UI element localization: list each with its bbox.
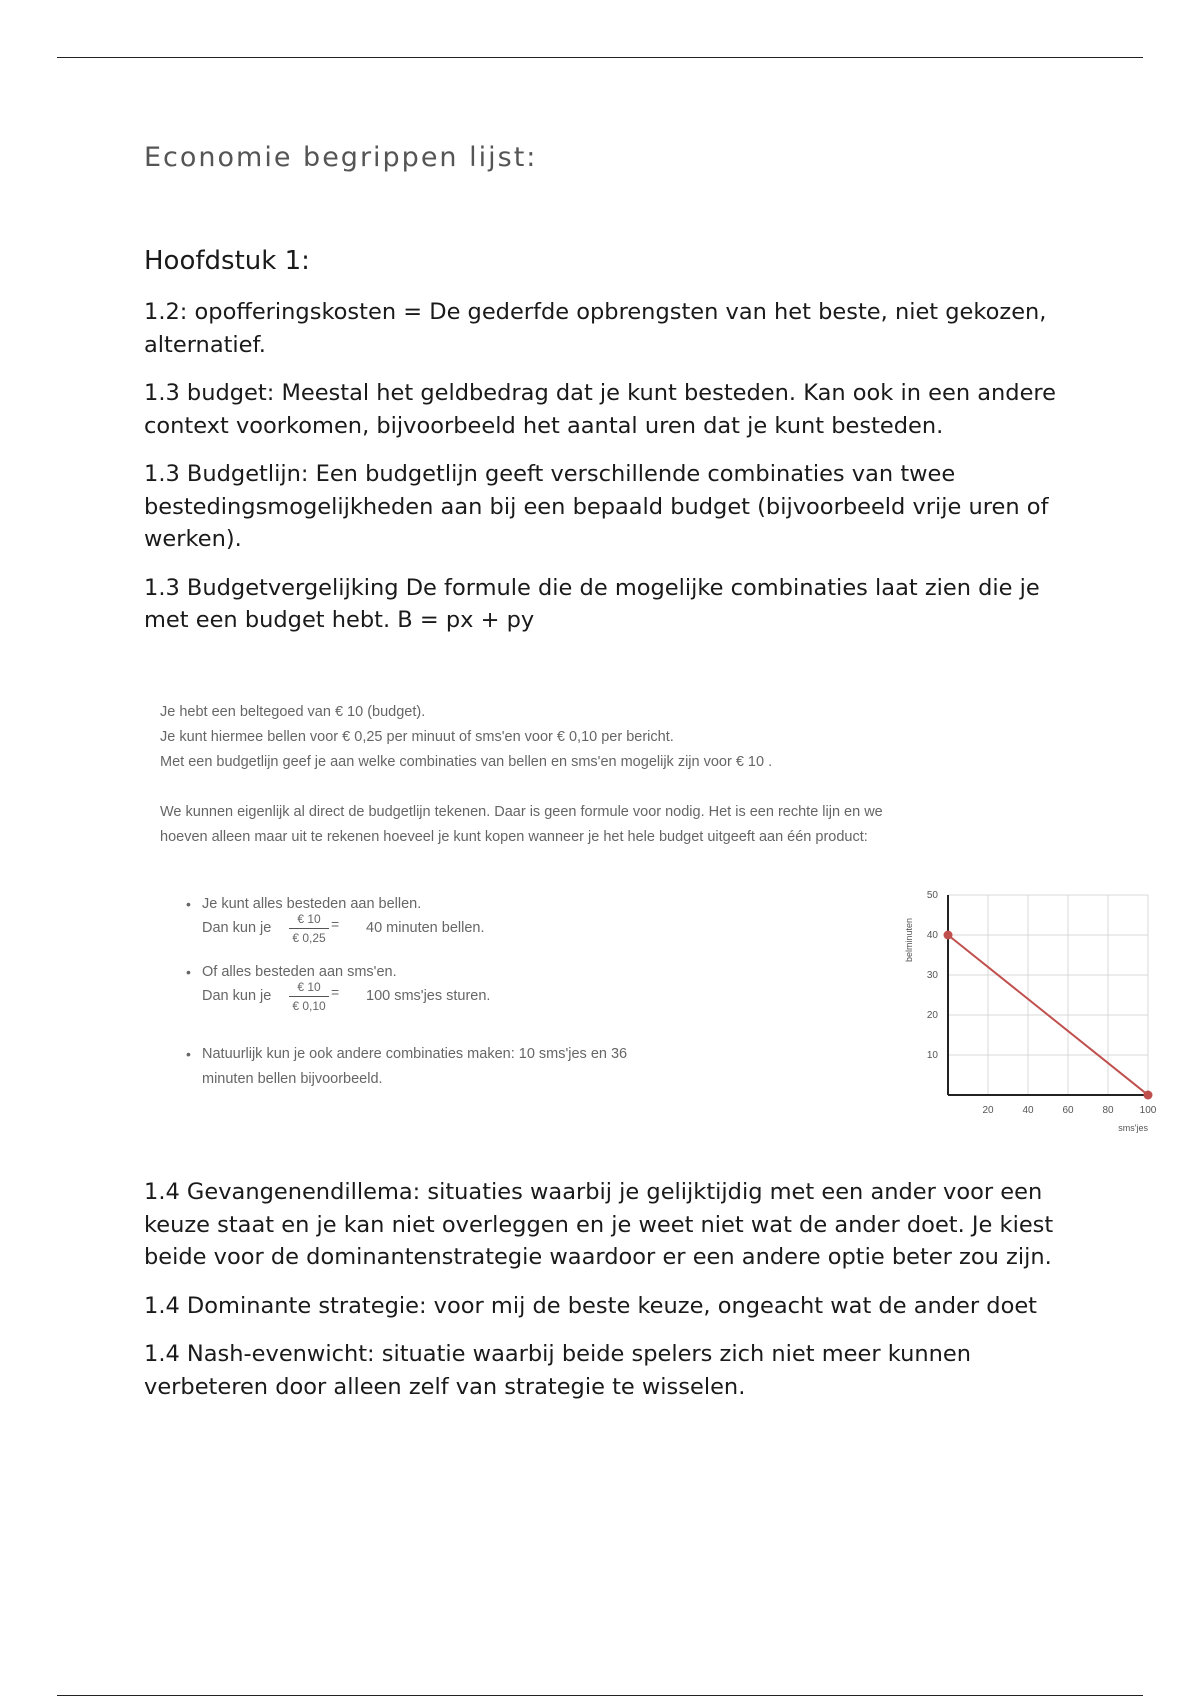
y-tick-label: 10 (926, 1050, 938, 1061)
bullet-prefix: Dan kun je (202, 988, 272, 1004)
bullet-smsen (186, 961, 706, 1021)
figure-intro-line: Met een budgetlijn geef je aan welke combinaties van bellen en sms'en mogelijk zijn voor € 10 . (160, 754, 773, 770)
x-axis-label: sms'jes (1118, 1123, 1148, 1133)
y-tick-label: 40 (926, 930, 938, 941)
budget-example-figure (146, 700, 1157, 1140)
definitions-list-2 (144, 1176, 1074, 1419)
x-tick-label: 40 (1022, 1105, 1034, 1116)
figure-intro-line: Je kunt hiermee bellen voor € 0,25 per minuut of sms'en voor € 0,10 per bericht. (160, 729, 674, 745)
figure-explanation (160, 800, 1020, 850)
figure-explanation-line: We kunnen eigenlijk al direct de budgetlijn tekenen. Daar is geen formule voor nodig. Het is een rechte lijn en we (160, 804, 883, 820)
y-axis-label: belminuten (904, 917, 914, 963)
fraction-numerator: € 10 (289, 912, 329, 929)
x-tick-label: 100 (1139, 1105, 1157, 1116)
x-tick-label: 20 (982, 1105, 994, 1116)
bullet-prefix: Dan kun je (202, 920, 272, 936)
bullet-bellen (186, 893, 706, 953)
bullet-result: 40 minuten bellen. (366, 920, 485, 936)
definition-budgetlijn: 1.3 Budgetlijn: Een budgetlijn geeft verschillende combinaties van twee bestedingsmogelijkheden aan bij een bepaald budget (bijvoorbeeld vrije uren of werken). (144, 461, 1049, 552)
bullet-text: Of alles besteden aan sms'en. (202, 964, 397, 980)
bullet-combinaties (186, 1043, 706, 1093)
equals-sign: = (331, 984, 340, 1000)
definition-dominante-strategie: 1.4 Dominante strategie: voor mij de beste keuze, ongeacht wat de ander doet (144, 1292, 1038, 1319)
definition-opofferingskosten: 1.2: opofferingskosten = De gederfde opbrengsten van het beste, niet gekozen, alternatief. (144, 299, 1047, 358)
figure-explanation-line: hoeven alleen maar uit te rekenen hoeveel je kunt kopen wanneer je het hele budget uitgeeft aan één product: (160, 829, 868, 845)
fraction-denominator: € 0,25 (292, 931, 326, 945)
fraction (289, 912, 329, 945)
definition-budget: 1.3 budget: Meestal het geldbedrag dat je kunt besteden. Kan ook in een andere context voorkomen, bijvoorbeeld het aantal uren dat je kunt besteden. (144, 380, 1057, 439)
y-tick-label: 20 (926, 1010, 938, 1021)
bullet-text: Je kunt alles besteden aan bellen. (202, 896, 422, 912)
definitions-list-1 (144, 296, 1074, 653)
figure-intro (160, 700, 1020, 775)
data-point (1144, 1091, 1153, 1100)
fraction-denominator: € 0,10 (292, 999, 326, 1013)
definition-budgetvergelijking: 1.3 Budgetvergelijking De formule die de mogelijke combinaties laat zien die je met een budget hebt. B = px + py (144, 574, 1040, 633)
bullet-text: Natuurlijk kun je ook andere combinaties maken: 10 sms'jes en 36 (202, 1046, 628, 1062)
definition-gevangenendilemma: 1.4 Gevangenendillema: situaties waarbij je gelijktijdig met een ander voor een keuze staat en je kan niet overleggen en je weet niet wat de ander doet. Je kiest beide voor de dominantenstrategie waardoor er een andere optie beter zou zijn. (144, 1179, 1054, 1270)
fraction-numerator: € 10 (289, 980, 329, 997)
data-point (944, 931, 953, 940)
budgetlijn-chart (746, 875, 1157, 1135)
bottom-rule (57, 1695, 1143, 1696)
y-tick-label: 50 (926, 890, 938, 901)
equals-sign: = (331, 916, 340, 932)
x-tick-label: 80 (1102, 1105, 1114, 1116)
fraction (289, 980, 329, 1013)
document-title: Economie begrippen lijst: (144, 142, 538, 173)
bullet-dot: • (186, 964, 191, 980)
y-tick-label: 30 (926, 970, 938, 981)
x-tick-label: 60 (1062, 1105, 1074, 1116)
bullet-result: 100 sms'jes sturen. (366, 988, 491, 1004)
bullet-dot: • (186, 896, 191, 912)
bullet-dot: • (186, 1046, 191, 1062)
definition-nash-evenwicht: 1.4 Nash-evenwicht: situatie waarbij beide spelers zich niet meer kunnen verbeteren door alleen zelf van strategie te wisselen. (144, 1341, 971, 1400)
figure-intro-line: Je hebt een beltegoed van € 10 (budget). (160, 704, 426, 720)
bullet-text: minuten bellen bijvoorbeeld. (202, 1071, 383, 1087)
top-rule (57, 57, 1143, 58)
chapter-heading: Hoofdstuk 1: (144, 246, 310, 276)
